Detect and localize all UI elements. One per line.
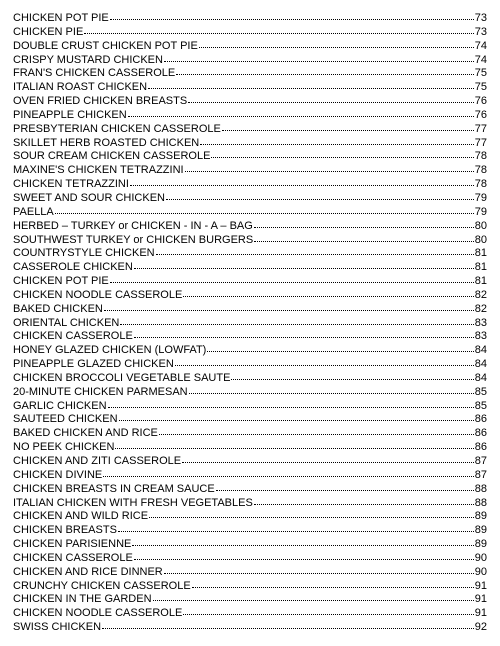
entry-title: CHICKEN IN THE GARDEN: [13, 593, 152, 606]
entry-title: COUNTRYSTYLE CHICKEN: [13, 247, 155, 260]
dot-leader: [183, 606, 473, 616]
entry-title: FRAN'S CHICKEN CASSEROLE: [13, 67, 176, 80]
entry-title: PINEAPPLE GLAZED CHICKEN: [13, 358, 174, 371]
toc-entry: [13, 454, 487, 468]
entry-page-number: 84: [474, 371, 487, 384]
entry-page-number: 80: [474, 233, 487, 246]
dot-leader: [104, 302, 474, 312]
entry-page-number: 78: [474, 164, 487, 177]
dot-leader: [103, 468, 474, 478]
dot-leader: [134, 329, 474, 339]
entry-title: CHICKEN POT PIE: [13, 12, 109, 24]
toc-entry: [13, 11, 487, 25]
entry-title: CHICKEN POT PIE: [13, 275, 109, 288]
dot-leader: [110, 11, 474, 21]
toc-entry: [13, 412, 487, 426]
toc-entry: [13, 94, 487, 108]
entry-page-number: 86: [474, 427, 487, 440]
toc-entry: [13, 357, 487, 371]
dot-leader: [183, 288, 473, 298]
entry-title: CRISPY MUSTARD CHICKEN: [13, 53, 163, 66]
entry-title: ITALIAN CHICKEN WITH FRESH VEGETABLES: [13, 496, 253, 509]
dot-leader: [119, 412, 474, 422]
entry-page-number: 76: [474, 108, 487, 121]
entry-title: PRESBYTERIAN CHICKEN CASSEROLE: [13, 122, 221, 135]
entry-page-number: 74: [474, 53, 487, 66]
toc-entry: [13, 606, 487, 620]
toc-entry: [13, 523, 487, 537]
dot-leader: [156, 246, 474, 256]
toc-entry: [13, 53, 487, 67]
toc-entry: [13, 468, 487, 482]
dot-leader: [128, 108, 474, 118]
entry-title: CHICKEN AND RICE DINNER: [13, 565, 163, 578]
entry-page-number: 83: [474, 316, 487, 329]
entry-page-number: 76: [474, 95, 487, 108]
entry-page-number: 83: [474, 330, 487, 343]
dot-leader: [153, 592, 474, 602]
dot-leader: [164, 53, 474, 63]
dot-leader: [188, 94, 474, 104]
toc-entry: [13, 191, 487, 205]
entry-title: CHICKEN NOODLE CASSEROLE: [13, 288, 183, 301]
entry-title: HERBED – TURKEY or CHICKEN - IN - A – BAG: [13, 219, 253, 232]
dot-leader: [192, 579, 474, 589]
dot-leader: [176, 66, 474, 76]
entry-page-number: 85: [474, 385, 487, 398]
entry-title: CHICKEN CASSEROLE: [13, 330, 133, 343]
entry-title: NO PEEK CHICKEN: [13, 441, 115, 454]
toc-entry: [13, 385, 487, 399]
entry-title: CASSEROLE CHICKEN: [13, 261, 133, 274]
entry-page-number: 81: [474, 275, 487, 288]
dot-leader: [130, 177, 474, 187]
entry-page-number: 91: [474, 593, 487, 606]
toc-entry: [13, 426, 487, 440]
toc-entry: [13, 219, 487, 233]
entry-title: CHICKEN NOODLE CASSEROLE: [13, 607, 183, 620]
entry-title: PAELLA: [13, 205, 54, 218]
entry-title: CRUNCHY CHICKEN CASSEROLE: [13, 579, 191, 592]
entry-title: CHICKEN PARISIENNE: [13, 538, 132, 551]
entry-title: CHICKEN BROCCOLI VEGETABLE SAUTE: [13, 371, 231, 384]
dot-leader: [149, 509, 474, 519]
dot-leader: [134, 551, 474, 561]
entry-page-number: 77: [474, 122, 487, 135]
dot-leader: [185, 163, 474, 173]
entry-page-number: 86: [474, 441, 487, 454]
toc-entry: [13, 371, 487, 385]
toc-entry: [13, 440, 487, 454]
entry-title: CHICKEN CASSEROLE: [13, 551, 133, 564]
entry-page-number: 91: [474, 607, 487, 620]
entry-page-number: 75: [474, 67, 487, 80]
entry-page-number: 86: [474, 413, 487, 426]
entry-page-number: 82: [474, 288, 487, 301]
toc-entry: [13, 482, 487, 496]
dot-leader: [148, 80, 474, 90]
entry-page-number: 82: [474, 302, 487, 315]
entry-title: CHICKEN AND ZITI CASSEROLE: [13, 455, 182, 467]
dot-leader: [115, 440, 473, 450]
dot-leader: [182, 454, 474, 464]
entry-title: CHICKEN DIVINE: [13, 468, 103, 481]
dot-leader: [222, 122, 474, 132]
toc-entry: [13, 343, 487, 357]
entry-title: GARLIC CHICKEN: [13, 399, 107, 412]
toc-entry: [13, 496, 487, 510]
entry-page-number: 87: [474, 455, 487, 467]
toc-entry: [13, 163, 487, 177]
dot-leader: [254, 496, 474, 506]
entry-page-number: 78: [474, 178, 487, 191]
entry-title: CHICKEN PIE: [13, 25, 84, 38]
entry-title: SOUTHWEST TURKEY or CHICKEN BURGERS: [13, 233, 254, 246]
entry-page-number: 88: [474, 496, 487, 509]
toc-entry: [13, 39, 487, 53]
dot-leader: [231, 371, 473, 381]
toc-entry: [13, 108, 487, 122]
toc-entry: [13, 136, 487, 150]
entry-title: ORIENTAL CHICKEN: [13, 316, 120, 329]
dot-leader: [134, 260, 474, 270]
dot-leader: [164, 565, 474, 575]
dot-leader: [159, 426, 474, 436]
entry-title: CHICKEN BREASTS IN CREAM SAUCE: [13, 482, 215, 495]
entry-title: MAXINE'S CHICKEN TETRAZZINI: [13, 164, 184, 177]
toc-entry: [13, 592, 487, 606]
toc-entry: [13, 620, 487, 634]
dot-leader: [55, 205, 474, 215]
entry-page-number: 81: [474, 247, 487, 260]
entry-page-number: 92: [474, 621, 487, 634]
dot-leader: [108, 399, 474, 409]
entry-page-number: 89: [474, 538, 487, 551]
entry-page-number: 91: [474, 579, 487, 592]
dot-leader: [189, 385, 474, 395]
table-of-contents: [13, 11, 487, 634]
toc-entry: [13, 122, 487, 136]
dot-leader: [200, 136, 474, 146]
dot-leader: [216, 482, 474, 492]
entry-page-number: 80: [474, 219, 487, 232]
entry-page-number: 84: [474, 358, 487, 371]
entry-page-number: 81: [474, 261, 487, 274]
entry-page-number: 89: [474, 524, 487, 537]
entry-title: SKILLET HERB ROASTED CHICKEN: [13, 136, 200, 149]
dot-leader: [254, 233, 474, 243]
entry-title: BAKED CHICKEN AND RICE: [13, 427, 158, 440]
dot-leader: [120, 316, 473, 326]
entry-title: SWEET AND SOUR CHICKEN: [13, 191, 165, 204]
entry-page-number: 74: [474, 39, 487, 52]
dot-leader: [118, 523, 474, 533]
entry-page-number: 75: [474, 81, 487, 94]
dot-leader: [102, 620, 474, 630]
toc-entry: [13, 565, 487, 579]
toc-entry: [13, 551, 487, 565]
entry-title: 20-MINUTE CHICKEN PARMESAN: [13, 385, 188, 398]
toc-entry: [13, 302, 487, 316]
entry-page-number: 78: [474, 150, 487, 163]
entry-page-number: 79: [474, 205, 487, 218]
toc-entry: [13, 329, 487, 343]
entry-page-number: 85: [474, 399, 487, 412]
entry-title: CHICKEN TETRAZZINI: [13, 178, 129, 191]
toc-entry: [13, 233, 487, 247]
entry-page-number: 89: [474, 510, 487, 523]
entry-title: HONEY GLAZED CHICKEN (LOWFAT): [13, 344, 207, 357]
entry-title: CHICKEN BREASTS: [13, 524, 117, 537]
entry-page-number: 84: [474, 344, 487, 357]
toc-entry: [13, 288, 487, 302]
entry-page-number: 73: [474, 25, 487, 38]
toc-entry: [13, 579, 487, 593]
dot-leader: [110, 274, 474, 284]
toc-entry: [13, 80, 487, 94]
toc-entry: [13, 25, 487, 39]
entry-title: SOUR CREAM CHICKEN CASSEROLE: [13, 150, 211, 163]
entry-page-number: 88: [474, 482, 487, 495]
dot-leader: [84, 25, 473, 35]
toc-entry: [13, 205, 487, 219]
entry-page-number: 90: [474, 565, 487, 578]
entry-page-number: 73: [474, 12, 487, 24]
toc-entry: [13, 260, 487, 274]
dot-leader: [207, 343, 473, 353]
toc-entry: [13, 177, 487, 191]
dot-leader: [132, 537, 473, 547]
toc-entry: [13, 274, 487, 288]
toc-entry: [13, 316, 487, 330]
dot-leader: [166, 191, 474, 201]
entry-page-number: 79: [474, 191, 487, 204]
entry-title: SWISS CHICKEN: [13, 621, 102, 634]
toc-entry: [13, 246, 487, 260]
dot-leader: [175, 357, 474, 367]
dot-leader: [199, 39, 474, 49]
toc-entry: [13, 66, 487, 80]
entry-title: SAUTEED CHICKEN: [13, 413, 118, 426]
entry-title: DOUBLE CRUST CHICKEN POT PIE: [13, 39, 198, 52]
dot-leader: [211, 149, 473, 159]
entry-page-number: 87: [474, 468, 487, 481]
entry-title: ITALIAN ROAST CHICKEN: [13, 81, 148, 94]
dot-leader: [254, 219, 474, 229]
entry-title: CHICKEN AND WILD RICE: [13, 510, 149, 523]
entry-title: BAKED CHICKEN: [13, 302, 103, 315]
entry-title: PINEAPPLE CHICKEN: [13, 108, 127, 121]
toc-entry: [13, 537, 487, 551]
toc-entry: [13, 149, 487, 163]
entry-title: OVEN FRIED CHICKEN BREASTS: [13, 95, 188, 108]
toc-entry: [13, 399, 487, 413]
entry-page-number: 90: [474, 551, 487, 564]
toc-entry: [13, 509, 487, 523]
entry-page-number: 77: [474, 136, 487, 149]
